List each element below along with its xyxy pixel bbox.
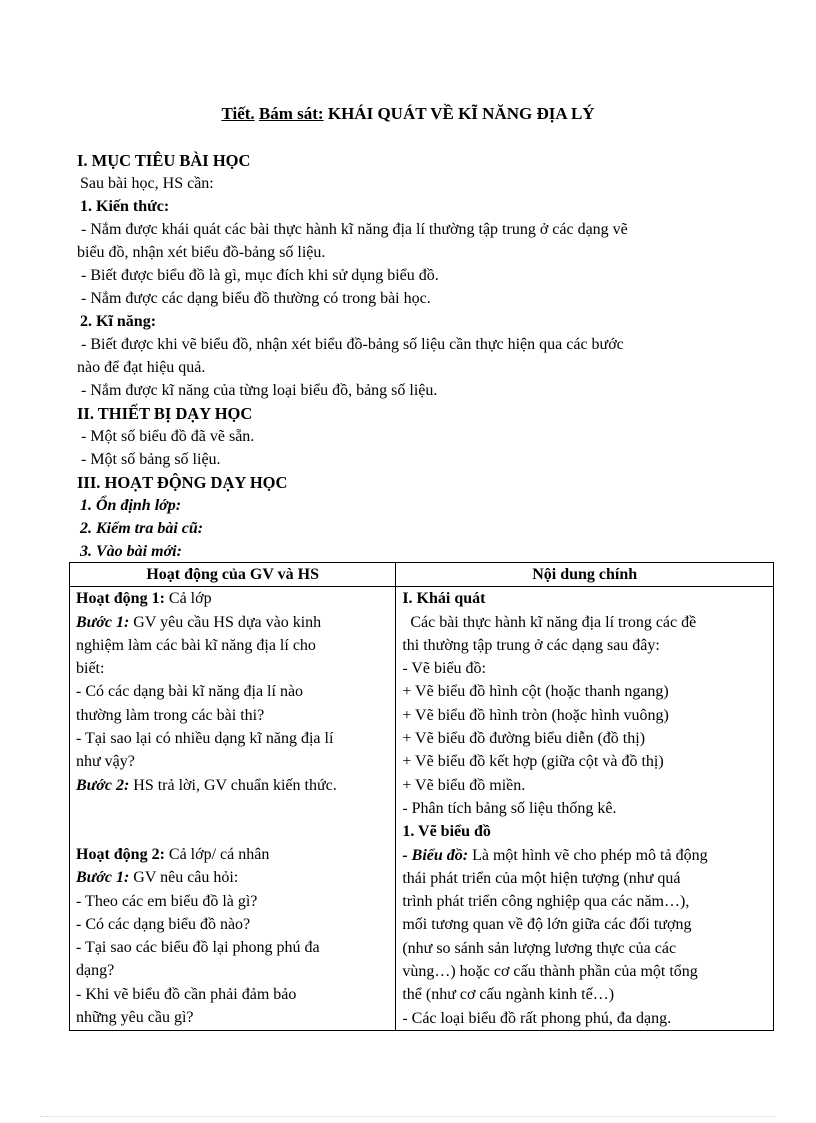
equipment-line: - Một số bảng số liệu. — [81, 451, 221, 468]
definition-text: trình phát triển công nghiệp qua các năm…), — [402, 893, 690, 911]
table-header-cell: Nội dung chính — [396, 563, 774, 587]
definition-text: mối tương quan về độ lớn giữa các đối tượng — [402, 916, 692, 934]
title-text: KHÁI QUÁT VỀ KĨ NĂNG ĐỊA LÝ — [323, 104, 595, 123]
activity-text: Cả lớp — [164, 590, 212, 608]
content-line: Các bài thực hành kĩ năng địa lí trong các đề — [402, 613, 697, 631]
question-line: - Khi vẽ biểu đồ cần phải đảm bảo — [76, 985, 297, 1003]
right-column-cell — [396, 587, 774, 1031]
equipment-line: - Một số biểu đồ đã vẽ sẵn. — [81, 428, 255, 445]
content-line: - Phân tích bảng số liệu thống kê. — [402, 799, 617, 817]
knowledge-line: - Biết được biểu đồ là gì, mục đích khi sử dụng biểu đồ. — [81, 267, 439, 284]
title-subtitle: Bám sát: — [258, 104, 324, 123]
definition-text: thái phát triển của một hiện tượng (như quá — [402, 869, 681, 887]
page-bottom-divider — [40, 1116, 776, 1117]
definition-text: Là một hình vẽ cho phép mô tả động — [468, 846, 708, 864]
content-line: - Các loại biểu đồ rất phong phú, đa dạng. — [402, 1009, 672, 1027]
question-line: - Có các dạng biểu đồ nào? — [76, 915, 251, 933]
definition-label: - Biểu đồ: — [402, 846, 469, 864]
section-heading-activities: III. HOẠT ĐỘNG DẠY HỌC — [77, 473, 288, 492]
question-line: - Tại sao các biểu đồ lại phong phú đa — [76, 939, 320, 957]
question-line: - Theo các em biểu đồ là gì? — [76, 892, 258, 910]
chart-type-item: + Vẽ biểu đồ hình cột (hoặc thanh ngang) — [402, 683, 669, 701]
step-text: GV yêu cầu HS dựa vào kinh — [129, 613, 322, 631]
activity-label: Hoạt động 2: — [76, 845, 165, 863]
step-label: Bước 2: — [76, 776, 130, 794]
question-line: - Tại sao lại có nhiều dạng kĩ năng địa lí — [76, 730, 334, 748]
chart-type-item: + Vẽ biểu đồ kết hợp (giữa cột và đồ thị) — [402, 753, 664, 771]
document-title — [0, 103, 816, 125]
left-column-cell — [70, 587, 396, 1031]
activity-label: Hoạt động 1: — [76, 590, 165, 608]
chart-type-item: + Vẽ biểu đồ hình tròn (hoặc hình vuông) — [402, 706, 669, 724]
document-body — [77, 149, 757, 563]
table-header-row — [70, 563, 774, 587]
question-line: dạng? — [76, 962, 115, 980]
table-header-cell: Hoạt động của GV và HS — [70, 563, 396, 587]
knowledge-line: - Nắm được các dạng biểu đồ thường có trong bài học. — [81, 290, 431, 307]
skills-line: nào để đạt hiệu quả. — [77, 359, 206, 376]
question-line: như vậy? — [76, 753, 135, 771]
question-line: - Có các dạng bài kĩ năng địa lí nào — [76, 683, 304, 701]
title-prefix: Tiết. — [221, 104, 255, 123]
skills-line: - Biết được khi vẽ biểu đồ, nhận xét biểu đồ-bảng số liệu cần thực hiện qua các bước — [81, 336, 624, 353]
definition-text: vùng…) hoặc cơ cấu thành phần của một tổng — [402, 963, 698, 981]
step-text: HS trả lời, GV chuẩn kiến thức. — [129, 776, 337, 794]
knowledge-line: biểu đồ, nhận xét biểu đồ-bảng số liệu. — [77, 244, 326, 261]
step-text: biết: — [76, 660, 105, 678]
subheading-skills: 2. Kĩ năng: — [80, 313, 157, 330]
objectives-intro: Sau bài học, HS cần: — [80, 175, 214, 192]
content-heading: 1. Vẽ biểu đồ — [402, 823, 491, 841]
knowledge-line: - Nắm được khái quát các bài thực hành kĩ năng địa lí thường tập trung ở các dạng vẽ — [81, 221, 628, 238]
question-line: thường làm trong các bài thi? — [76, 706, 265, 724]
subheading-knowledge: 1. Kiến thức: — [80, 198, 170, 215]
definition-text: (như so sánh sản lượng lương thực của các — [402, 939, 677, 957]
content-line: thi thường tập trung ở các dạng sau đây: — [402, 636, 660, 654]
section-heading-objectives: I. MỤC TIÊU BÀI HỌC — [77, 151, 251, 170]
chart-type-item: + Vẽ biểu đồ miền. — [402, 776, 526, 794]
step-label: Bước 1: — [76, 869, 130, 887]
table-row — [70, 587, 774, 1031]
step-text: nghiệm làm các bài kĩ năng địa lí cho — [76, 636, 316, 654]
skills-line: - Nắm được kĩ năng của từng loại biểu đồ, bảng số liệu. — [81, 382, 438, 399]
content-line: - Vẽ biểu đồ: — [402, 660, 486, 678]
definition-text: thể (như cơ cấu ngành kinh tế…) — [402, 986, 615, 1004]
step-label: Bước 1: — [76, 613, 130, 631]
step-text: GV nêu câu hỏi: — [129, 869, 239, 887]
question-line: những yêu cầu gì? — [76, 1009, 194, 1027]
activity-step: 2. Kiểm tra bài cũ: — [80, 520, 204, 537]
content-heading: I. Khái quát — [402, 590, 486, 608]
section-heading-equipment: II. THIẾT BỊ DẠY HỌC — [77, 404, 253, 423]
activity-step: 1. Ổn định lớp: — [80, 497, 182, 514]
chart-type-item: + Vẽ biểu đồ đường biểu diễn (đồ thị) — [402, 730, 646, 748]
activity-step: 3. Vào bài mới: — [80, 543, 182, 560]
activities-table — [69, 562, 774, 1031]
activity-text: Cả lớp/ cá nhân — [164, 845, 270, 863]
